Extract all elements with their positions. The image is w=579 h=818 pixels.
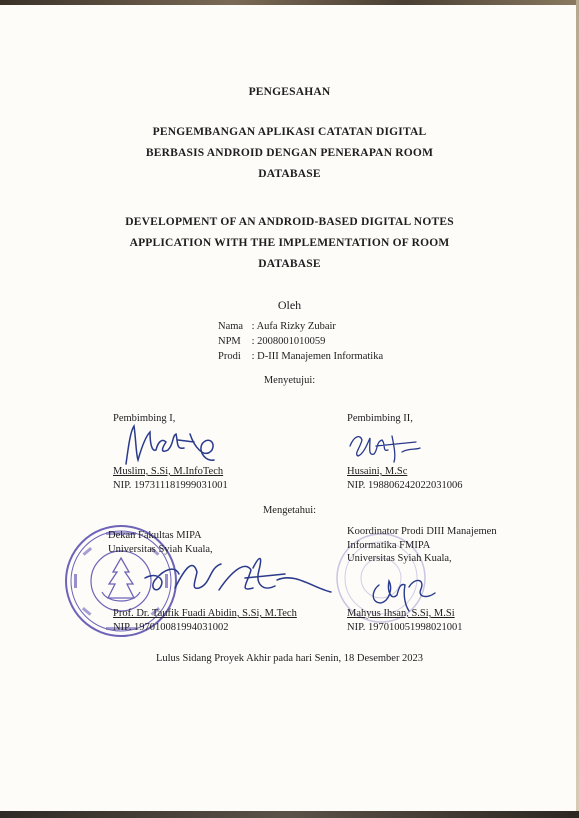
title-en-line-2: APPLICATION WITH THE IMPLEMENTATION OF ROOM — [129, 237, 450, 249]
koordinator-role-line-3: Universitas Syiah Kuala, — [347, 553, 452, 564]
title-en-line-3: DATABASE — [258, 258, 321, 270]
title-english — [0, 212, 579, 275]
pembimbing2-signature-icon — [346, 428, 426, 466]
pembimbing1-nip: NIP. 197311181999031001 — [113, 479, 228, 491]
oleh-label: Oleh — [277, 298, 302, 312]
dekan-signature-icon — [135, 548, 335, 608]
scan-edge-top — [0, 0, 579, 5]
author-npm-row — [218, 334, 383, 349]
menyetujui-label: Menyetujui: — [263, 375, 316, 386]
koordinator-role — [347, 525, 497, 566]
pembimbing1-name: Muslim, S.Si, M.InfoTech — [113, 466, 224, 477]
dekan-signature-block — [113, 607, 297, 634]
dekan-role-line-2: Universitas Syiah Kuala, — [108, 543, 213, 555]
npm-value: : 2008001010059 — [251, 336, 326, 347]
page-heading: PENGESAHAN — [248, 86, 331, 98]
title-en-line-1: DEVELOPMENT OF AN ANDROID-BASED DIGITAL NOTES — [125, 216, 454, 228]
prodi-value: : D-III Manajemen Informatika — [251, 351, 384, 362]
title-id-line-3: DATABASE — [258, 168, 321, 180]
title-id-line-2: BERBASIS ANDROID DENGAN PENERAPAN ROOM — [145, 147, 434, 159]
koordinator-role-line-1: Koordinator Prodi DIII Manajemen — [347, 526, 497, 537]
nama-value: : Aufa Rizky Zubair — [251, 321, 336, 332]
author-prodi-row — [218, 349, 383, 364]
nama-label: Nama — [218, 321, 244, 332]
mengetahui-label: Mengetahui: — [262, 505, 317, 516]
pembimbing1-role: Pembimbing I, — [113, 413, 176, 424]
pembimbing2-name: Husaini, M.Sc — [347, 466, 408, 477]
pembimbing2-role: Pembimbing II, — [347, 413, 413, 424]
author-info — [218, 319, 383, 364]
author-name-row — [218, 319, 383, 334]
scan-edge-bottom — [0, 811, 579, 818]
koordinator-signature-block — [347, 607, 463, 634]
dekan-nip: NIP. 197010081994031002 — [113, 621, 229, 633]
pembimbing2-nip: NIP. 198806242022031006 — [347, 479, 463, 491]
dekan-role-line-1: Dekan Fakultas MIPA — [108, 530, 202, 541]
npm-label: NPM — [218, 336, 241, 347]
pembimbing2-signature-block — [347, 465, 463, 492]
koordinator-name: Mahyus Ihsan, S.Si, M.Si — [347, 608, 455, 619]
koordinator-role-line-2: Informatika FMIPA — [347, 539, 431, 551]
footer-graduation-note: Lulus Sidang Proyek Akhir pada hari Senin, 18 Desember 2023 — [155, 653, 424, 664]
title-id-line-1: PENGEMBANGAN APLIKASI CATATAN DIGITAL — [152, 126, 427, 138]
pembimbing1-signature-block — [113, 465, 228, 492]
title-indonesian — [0, 122, 579, 185]
prodi-label: Prodi — [218, 351, 241, 362]
dekan-name: Prof. Dr. Taufik Fuadi Abidin, S.Si, M.Tech — [113, 608, 297, 619]
koordinator-nip: NIP. 197010051998021001 — [347, 621, 463, 633]
pembimbing1-signature-icon — [118, 420, 218, 468]
